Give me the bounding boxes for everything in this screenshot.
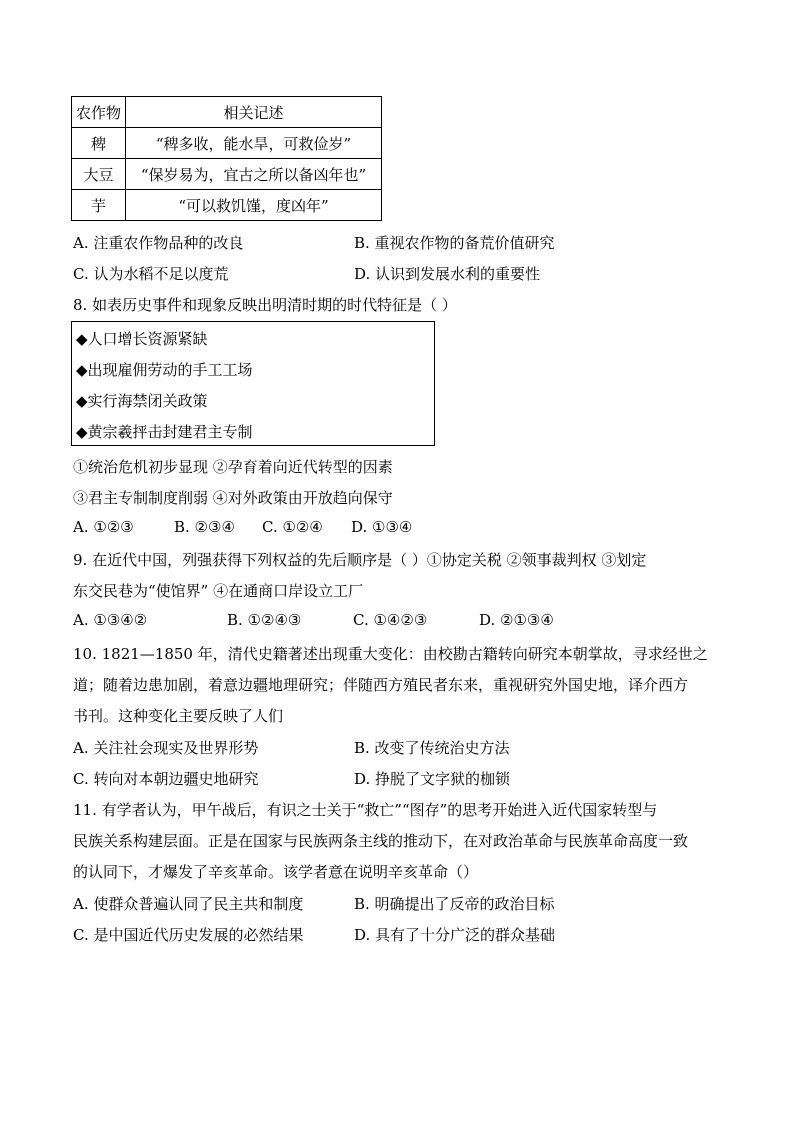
q8-event-box [71,321,435,446]
q9-option-c: C. ①④②③ [353,611,428,629]
table-cell: 稗 [72,128,126,159]
q10-stem-line: 道；随着边患加剧，着意边疆地理研究；伴随西方殖民者东来，重视研究外国史地，译介西方 [73,676,689,694]
q7-option-c: C. 认为水稻不足以度荒 [73,265,229,283]
q9-stem-line: 9. 在近代中国，列强获得下列权益的先后顺序是（ ）①协定关税 ②领事裁判权 ③划定 [73,551,647,569]
q8-option-a: A. ①②③ [73,518,134,536]
q7-option-a: A. 注重农作物品种的改良 [73,234,244,252]
table-header-row [72,97,382,128]
q10-option-a: A. 关注社会现实及世界形势 [73,739,259,757]
q8-box-item: ◆出现雇佣劳动的手工工场 [76,361,253,379]
q11-stem-line: 的认同下，才爆发了辛亥革命。该学者意在说明辛亥革命（） [73,863,479,881]
q8-box-item: ◆人口增长资源紧缺 [76,330,208,348]
table-cell: “可以救饥馑，度凶年” [126,190,382,221]
table-cell: “保岁易为，宜古之所以备凶年也” [126,159,382,190]
q8-option-c: C. ①②④ [262,518,323,536]
q8-choices-line: ①统治危机初步显现 ②孕育着向近代转型的因素 [73,458,393,476]
q11-option-b: B. 明确提出了反帝的政治目标 [354,895,555,913]
table-header-cell: 相关记述 [126,97,382,128]
table-header-cell: 农作物 [72,97,126,128]
table-row [72,159,382,190]
q9-option-a: A. ①③④② [73,611,148,629]
crops-table [71,96,382,221]
table-cell: 芋 [72,190,126,221]
q10-stem-line: 10. 1821—1850 年，清代史籍著述出现重大变化：由校勘古籍转向研究本朝掌故，寻求经世之 [73,645,708,663]
q11-stem-line: 11. 有学者认为，甲午战后，有识之士关于“救亡”“图存”的思考开始进入近代国家转型与 [73,801,658,819]
q8-choices-line: ③君主专制制度削弱 ④对外政策由开放趋向保守 [73,489,393,507]
q10-option-b: B. 改变了传统治史方法 [354,739,510,757]
q11-option-a: A. 使群众普遍认同了民主共和制度 [73,895,304,913]
q7-option-b: B. 重视农作物的备荒价值研究 [354,234,555,252]
q10-stem-line: 书刊。这种变化主要反映了人们 [73,707,284,725]
q8-box-item: ◆实行海禁闭关政策 [76,392,208,410]
table-row [72,190,382,221]
q11-option-d: D. 具有了十分广泛的群众基础 [354,926,556,944]
q8-stem: 8. 如表历史事件和现象反映出明清时期的时代特征是（ ） [73,296,457,314]
q10-option-d: D. 挣脱了文字狱的枷锁 [354,770,511,788]
q11-option-c: C. 是中国近代历史发展的必然结果 [73,926,304,944]
q7-option-d: D. 认识到发展水利的重要性 [354,265,541,283]
q9-stem-line: 东交民巷为“使馆界” ④在通商口岸设立工厂 [73,582,364,600]
q8-option-d: D. ①③④ [351,518,413,536]
q9-option-b: B. ①②④③ [227,611,302,629]
table-cell: 大豆 [72,159,126,190]
q10-option-c: C. 转向对本朝边疆史地研究 [73,770,259,788]
q8-box-item: ◆黄宗羲抨击封建君主专制 [76,423,253,441]
q8-option-b: B. ②③④ [174,518,235,536]
table-cell: “稗多收，能水旱，可救俭岁” [126,128,382,159]
q11-stem-line: 民族关系构建层面。正是在国家与民族两条主线的推动下，在对政治革命与民族革命高度一致 [73,832,689,850]
q9-option-d: D. ②①③④ [479,611,554,629]
table-row [72,128,382,159]
